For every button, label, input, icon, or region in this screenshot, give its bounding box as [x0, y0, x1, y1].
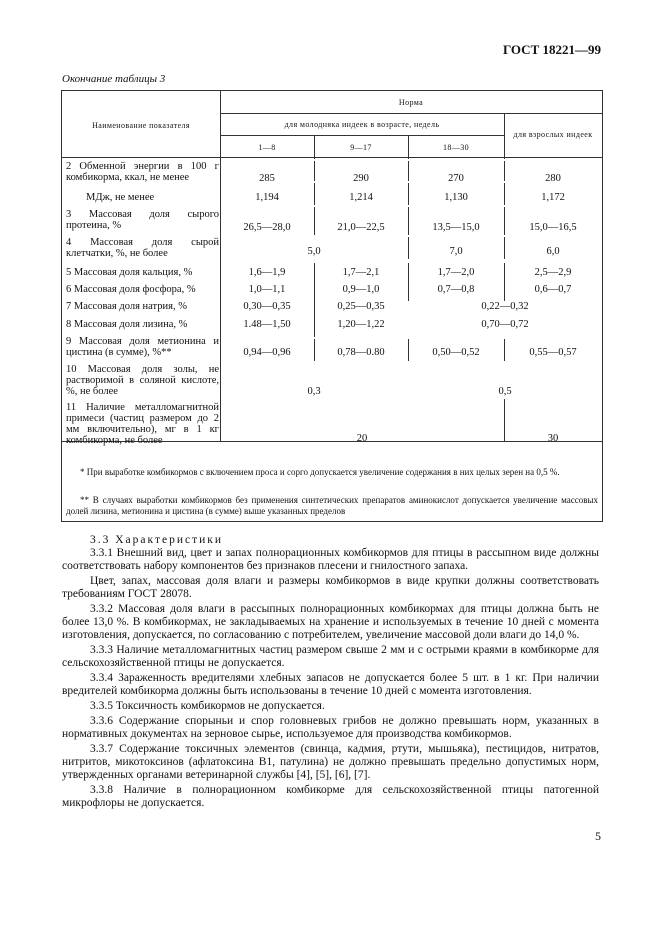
- standard-number: ГОСТ 18221—99: [502, 42, 601, 57]
- age-1-8: 1—8: [258, 143, 276, 152]
- row-value: 21,0—22,5: [337, 222, 385, 233]
- row-name: 9 Массовая доля метионина и цистина (в сумме), %**: [66, 336, 219, 358]
- norm-header: Норма: [398, 98, 424, 107]
- row-value: 6,0: [546, 246, 560, 257]
- row-value: 1.48—1,50: [243, 319, 291, 330]
- row-value: 0,3: [307, 386, 321, 397]
- table-note: * При выработке комбикормов с включением проса и сорго допускается увеличение содержания в них целых зерен на 0,5 %.: [80, 467, 560, 477]
- row-value: 1,20—1,22: [337, 319, 385, 330]
- row-name: 4 Массовая доля сырой клетчатки, %, не более: [66, 237, 219, 259]
- paragraph: 3.3.6 Содержание спорыньи и спор головневых грибов не должно превышать норм, указанных в нормативных документах на зерновое сырье, используемое для производства комбикормов.: [62, 715, 599, 740]
- row-name: 3 Массовая доля сырого протеина, %: [66, 209, 219, 231]
- row-value: 30: [547, 433, 559, 444]
- paragraph: 3.3.5 Токсичность комбикормов не допускается.: [90, 700, 325, 712]
- row-value: 290: [353, 173, 369, 184]
- row-value: 285: [259, 173, 275, 184]
- row-value: 0,5: [498, 386, 512, 397]
- paragraph: 3.3.7 Содержание токсичных элементов (свинца, кадмия, ртути, мышьяка), пестицидов, нитратов, нитритов, микотоксинов (афлатоксина B1, патулина) не должно превышать предельно допустимых норм, утвержденных органами ветеринарной службы [4], [5], [6], [7].: [62, 743, 599, 781]
- paragraph: 3.3.4 Зараженность вредителями хлебных запасов не допускается более 5 шт. в 1 кг. При наличии вредителей комбикорма должны быть использованы в течение 10 дней с момента изготовления.: [62, 672, 599, 697]
- row-value: 0,30—0,35: [243, 301, 291, 312]
- row-value: 0,70—0,72: [481, 319, 529, 330]
- section-body: [62, 534, 599, 810]
- row-value: 0,55—0,57: [529, 347, 577, 358]
- row-value: 1,6—1,9: [248, 267, 286, 278]
- row-value: 1,194: [255, 192, 279, 203]
- section-title: 3.3 Характеристики: [90, 534, 224, 546]
- page-number: 5: [595, 829, 601, 843]
- row-value: 7,0: [449, 246, 463, 257]
- age-18-30: 18—30: [443, 143, 469, 152]
- row-name: 8 Массовая доля лизина, %: [66, 319, 188, 330]
- row-value: 1,7—2,0: [437, 267, 475, 278]
- paragraph: Цвет, запах, массовая доля влаги и размеры комбикормов в виде крупки должны соответствовать требованиям ГОСТ 28078.: [62, 575, 599, 600]
- row-name: 10 Массовая доля золы, не растворимой в соляной кислоте, %, не более: [66, 364, 219, 397]
- row-name: 2 Обменной энергии в 100 г комбикорма, ккал, не менее: [66, 161, 219, 183]
- paragraph: 3.3.2 Массовая доля влаги в рассыпных полнорационных комбикормах для птицы должна быть не более 13,0 %. В комбикормах, не закладываемых на хранение и используемых в течение 10 дней с момента изготовления, допускается, по согласованию с потребителем, увеличение массовой доли влаги до 14,0 %.: [62, 603, 599, 641]
- row-value: 0,9—1,0: [342, 284, 380, 295]
- row-value: 13,5—15,0: [432, 222, 480, 233]
- table-note: ** В случаях выработки комбикормов без применения синтетических препаратов аминокислот допускается увеличение массовых долей лизина, метионина и цистина (в сумме) выше указанных пределов: [66, 495, 598, 516]
- row-name: 5 Массовая доля кальция, %: [66, 267, 193, 278]
- row-value: 0,50—0,52: [432, 347, 480, 358]
- row-value: 270: [448, 173, 464, 184]
- row-value: 1,130: [444, 192, 468, 203]
- paragraph: 3.3.3 Наличие металломагнитных частиц размером свыше 2 мм и с острыми краями в комбикорме для сельскохозяйственной птицы не допускается.: [62, 644, 599, 669]
- row-value: 15,0—16,5: [529, 222, 577, 233]
- row-value: 280: [545, 173, 561, 184]
- row-value: 1,214: [349, 192, 373, 203]
- row-value: 1,0—1,1: [248, 284, 286, 295]
- young-group-header: для молодняка индеек в возрасте, недель: [284, 120, 440, 129]
- row-name: МДж, не менее: [86, 192, 155, 203]
- row-value: 2,5—2,9: [534, 267, 572, 278]
- row-value: 20: [356, 433, 368, 444]
- row-value: 0,6—0,7: [534, 284, 572, 295]
- row-value: 1,172: [541, 192, 565, 203]
- row-value: 5,0: [307, 246, 321, 257]
- row-value: 0,22—0,32: [481, 301, 529, 312]
- row-value: 0,94—0,96: [243, 347, 291, 358]
- table-continuation: Окончание таблицы 3: [62, 73, 166, 85]
- row-value: 0,78—0.80: [337, 347, 385, 358]
- row-value: 26,5—28,0: [243, 222, 291, 233]
- norms-table: [61, 90, 603, 522]
- paragraph: 3.3.1 Внешний вид, цвет и запах полнорационных комбикормов для птицы в рассыпном виде должны соответствовать набору компонентов без признаков плесени и гнилостного запаха.: [62, 547, 599, 572]
- row-name: 6 Массовая доля фосфора, %: [66, 284, 196, 295]
- age-9-17: 9—17: [350, 143, 372, 152]
- row-name: 11 Наличие металломагнитной примеси (частиц размером до 2 мм включительно), мг в 1 кг комбикорма, не более: [66, 402, 219, 446]
- row-value: 0,7—0,8: [437, 284, 475, 295]
- row-value: 1,7—2,1: [342, 267, 380, 278]
- adult-header: для взрослых индеек: [513, 130, 593, 139]
- row-value: 0,25—0,35: [337, 301, 385, 312]
- row-name: 7 Массовая доля натрия, %: [66, 301, 187, 312]
- col-name-header: Наименование показателя: [92, 121, 190, 130]
- paragraph: 3.3.8 Наличие в полнорационном комбикорме для сельскохозяйственной птицы патогенной микрофлоры не допускается.: [62, 784, 599, 809]
